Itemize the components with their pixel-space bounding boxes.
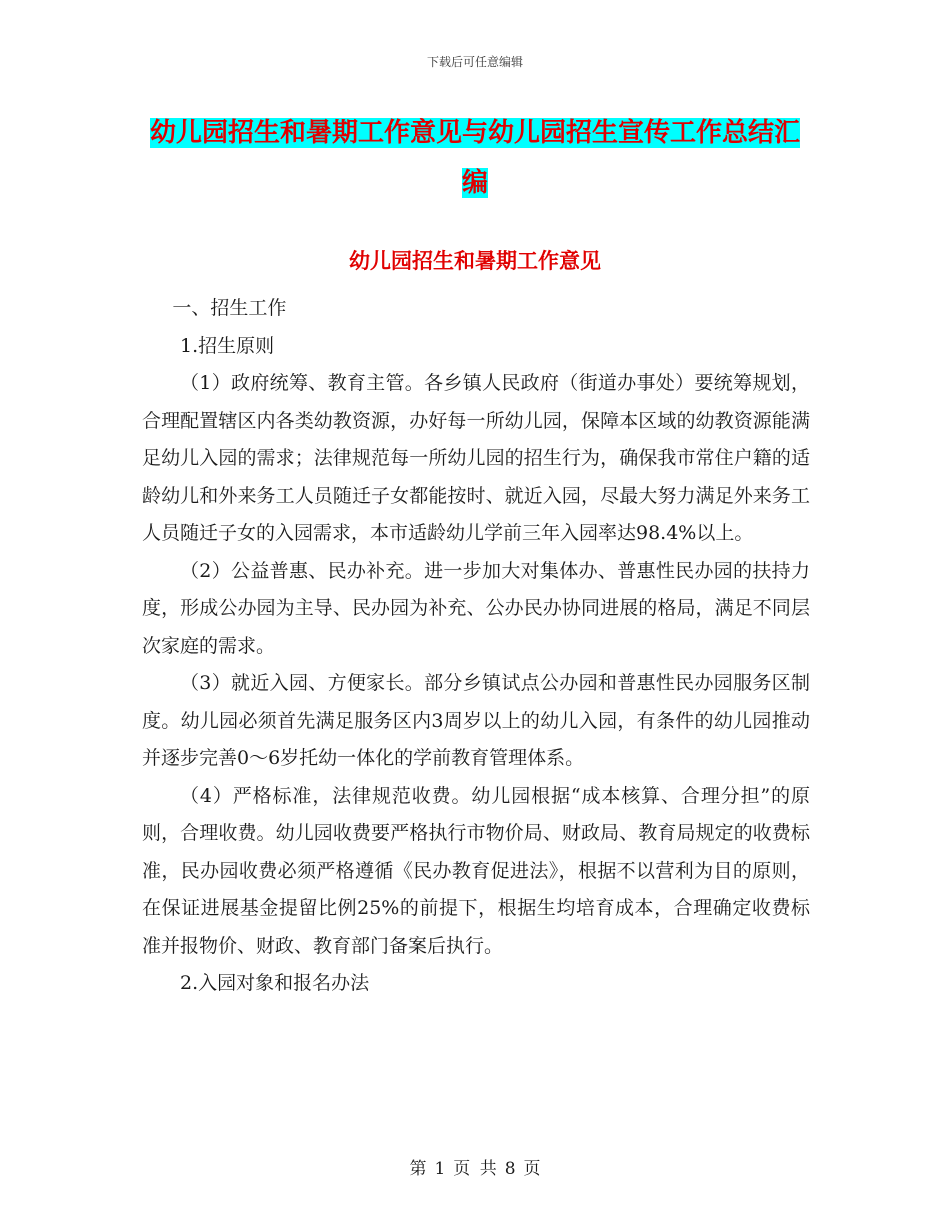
body-text	[142, 290, 810, 1003]
subheading-enrollment: 2.入园对象和报名办法	[180, 972, 370, 994]
document-title	[140, 108, 810, 208]
page-footer	[0, 1154, 950, 1179]
paragraph-4: （4）严格标准，法律规范收费。幼儿园根据“成本核算、合理分担”的原则，合理收费。幼儿园收费要严格执行市物价局、财政局、教育局规定的收费标准，民办园收费必须严格遵循《民办教育促进法》，根据不以营利为目的原则，在保证进展基金提留比例25%的前提下，根据生均培育成本，合理确定收费标准并报物价、财政、教育部门备案后执行。	[142, 784, 810, 957]
heading-recruitment: 一、招生工作	[172, 297, 287, 319]
footer-middle: 页 共	[453, 1159, 497, 1179]
paragraph-3: （3）就近入园、方便家长。部分乡镇试点公办园和普惠性民办园服务区制度。幼儿园必须首先满足服务区内3周岁以上的幼儿入园，有条件的幼儿园推动并逐步完善0～6岁托幼一体化的学前教育管理体系。	[142, 672, 810, 769]
header-note: 下载后可任意编辑	[426, 55, 523, 69]
footer-total-pages: 8	[504, 1159, 516, 1179]
document-title-text: 幼儿园招生和暑期工作意见与幼儿园招生宣传工作总结汇编	[149, 118, 800, 198]
subheading-principles: 1.招生原则	[180, 334, 275, 357]
footer-page-number: 1	[434, 1159, 446, 1179]
footer-prefix: 第	[409, 1159, 427, 1179]
paragraph-2: （2）公益普惠、民办补充。进一步加大对集体办、普惠性民办园的扶持力度，形成公办园为主导、民办园为补充、公办民办协同进展的格局，满足不同层次家庭的需求。	[142, 559, 810, 657]
footer-suffix: 页	[523, 1159, 541, 1179]
section-title: 幼儿园招生和暑期工作意见	[349, 249, 601, 273]
paragraph-1: （1）政府统筹、教育主管。各乡镇人民政府（街道办事处）要统筹规划，合理配置辖区内各类幼教资源，办好每一所幼儿园，保障本区域的幼教资源能满足幼儿入园的需求；法律规范每一所幼儿园的招生行为，确保我市常住户籍的适龄幼儿和外来务工人员随迁子女都能按时、就近入园，尽最大努力满足外来务工人员随迁子女的入园需求，本市适龄幼儿学前三年入园率达98.4%以上。	[142, 372, 810, 544]
